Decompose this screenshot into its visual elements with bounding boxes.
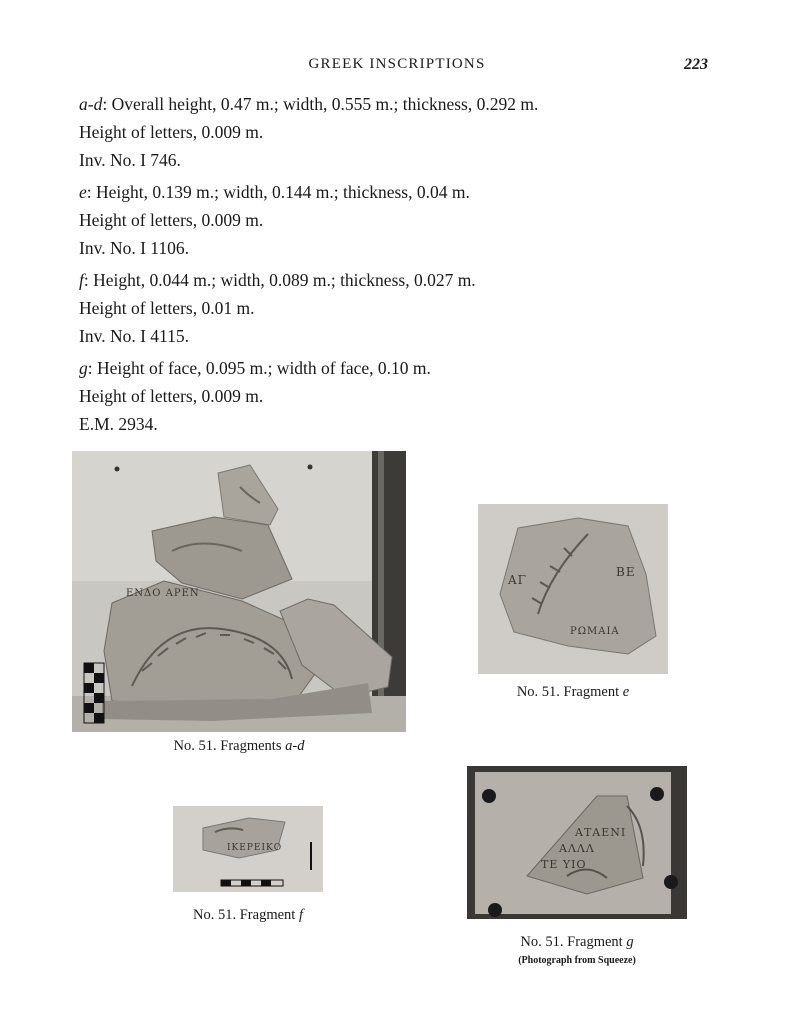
entry-line: Height, 0.044 m.; width, 0.089 m.; thickness, 0.027 m. — [93, 270, 476, 290]
fragment-f-image — [173, 806, 323, 892]
caption-fragments-a-d: No. 51. Fragments a-d — [173, 738, 305, 754]
subcaption-squeeze: (Photograph from Squeeze) — [518, 955, 636, 966]
entry-e: e: Height, 0.139 m.; width, 0.144 m.; thickness, 0.04 m. Height of letters, 0.009 m. Inv. No. I 1106. — [79, 178, 719, 262]
entry-line: Height of letters, 0.009 m. — [79, 122, 264, 142]
entry-label: a-d — [79, 94, 103, 114]
photo-fragment-f — [173, 806, 323, 892]
fragment-g-image — [467, 766, 687, 919]
entry-line: Height of face, 0.095 m.; width of face, 0.10 m. — [97, 358, 431, 378]
entry-line: Height of letters, 0.01 m. — [79, 298, 255, 318]
caption-fragment-f: No. 51. Fragment f — [193, 907, 303, 923]
entry-line: Inv. No. I 4115. — [79, 326, 190, 346]
fragment-inscription: ΑΓ — [508, 573, 527, 587]
entry-line: Height of letters, 0.009 m. — [79, 210, 264, 230]
fragment-inscription: ΡΩΜΑΙΑ — [570, 626, 620, 637]
entry-g: g: Height of face, 0.095 m.; width of face, 0.10 m. Height of letters, 0.009 m. E.M. 2934. — [79, 354, 719, 438]
caption-fragment-g: No. 51. Fragment g — [520, 934, 634, 950]
photo-fragment-g — [467, 766, 687, 919]
running-head — [0, 56, 794, 78]
entry-a-d: a-d: Overall height, 0.47 m.; width, 0.555 m.; thickness, 0.292 m. Height of letters, 0.009 m. Inv. No. I 746. — [79, 90, 719, 174]
fragment-inscription: ΕΝΔΟ ΑΡΕΝ — [126, 588, 200, 599]
caption-fragment-e: No. 51. Fragment e — [516, 684, 630, 700]
entry-f: f: Height, 0.044 m.; width, 0.089 m.; thickness, 0.027 m. Height of letters, 0.01 m. Inv. No. I 4115. — [79, 266, 719, 350]
fragment-inscription: ΑΛΛΛ — [559, 842, 595, 855]
entry-label: e — [79, 182, 87, 202]
entry-label: g — [79, 358, 88, 378]
fragment-inscription: ΤΕ ΥΙΟ — [541, 858, 587, 871]
fragment-e-image — [478, 504, 668, 674]
measurement-entries — [79, 90, 719, 442]
entry-line: Height, 0.139 m.; width, 0.144 m.; thickness, 0.04 m. — [96, 182, 470, 202]
entry-label: f — [79, 270, 84, 290]
fragment-inscription: ΙΚΕΡΕΙΚΟ — [227, 843, 283, 853]
page-number: 223 — [684, 56, 708, 73]
photo-fragments-a-d — [72, 451, 406, 732]
entry-line: Overall height, 0.47 m.; width, 0.555 m.; thickness, 0.292 m. — [111, 94, 539, 114]
entry-line: Height of letters, 0.009 m. — [79, 386, 264, 406]
entry-line: Inv. No. I 1106. — [79, 238, 190, 258]
fragments-a-d-image — [72, 451, 406, 732]
fragment-inscription: ΒΕ — [616, 565, 636, 579]
entry-line: E.M. 2934. — [79, 414, 158, 434]
entry-line: Inv. No. I 746. — [79, 150, 181, 170]
fragment-inscription: ΑΤΑΕΝΙ — [575, 826, 627, 839]
photo-fragment-e — [478, 504, 668, 674]
running-title: GREEK INSCRIPTIONS — [308, 56, 486, 72]
